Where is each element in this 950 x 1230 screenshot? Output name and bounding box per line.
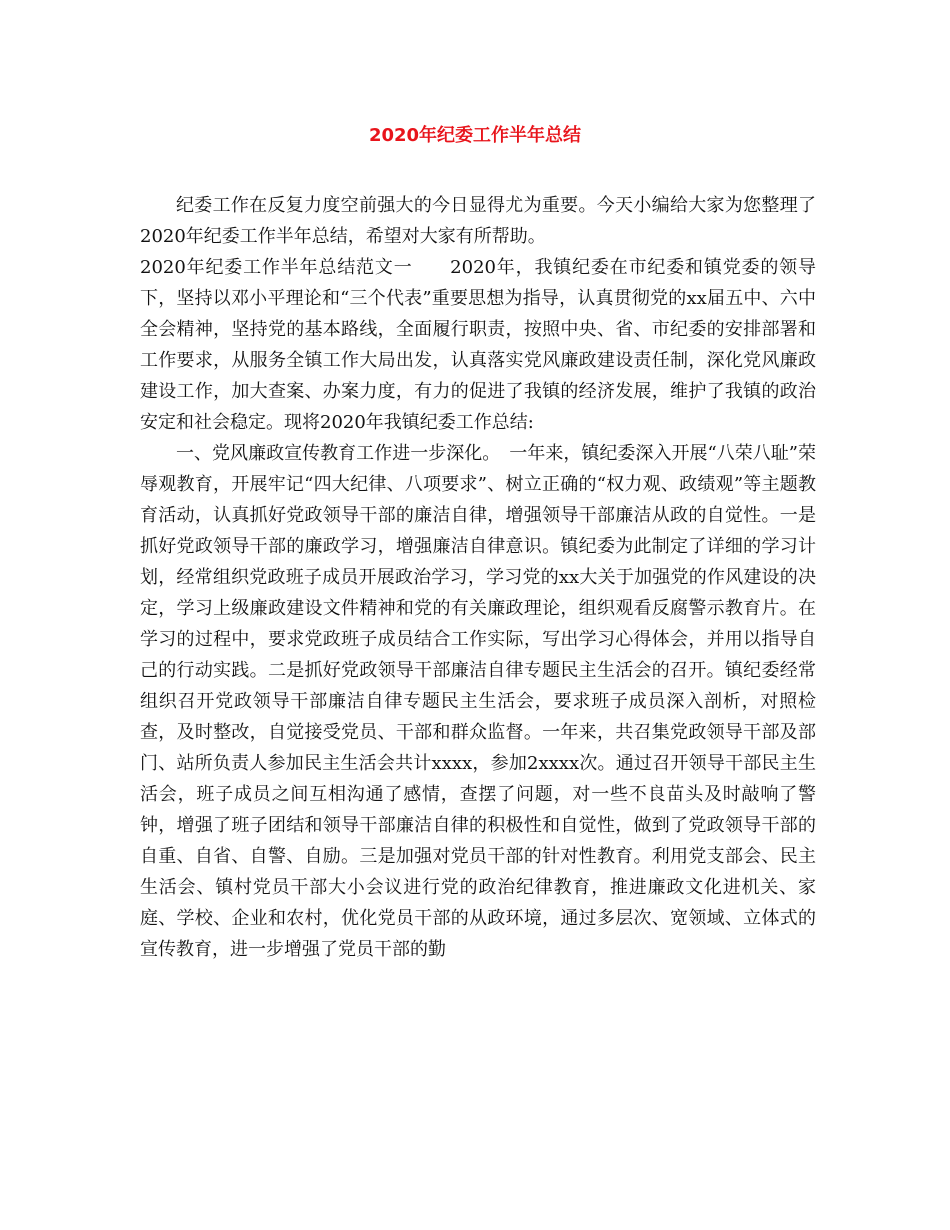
paragraph-sample-one: 2020年纪委工作半年总结范文一 2020年，我镇纪委在市纪委和镇党委的领导下，坚持以邓小平理论和“三个代表”重要思想为指导，认真贯彻党的xx届五中、六中全会精神，坚持党的基本路线，全面履行职责，按照中央、省、市纪委的安排部署和工作要求，从服务全镇工作大局出发，认真落实党风廉政建设责任制，深化党风廉政建设工作，加大查案、办案力度，有力的促进了我镇的经济发展，维护了我镇的政治安定和社会稳定。现将2020年我镇纪委工作总结: — [140, 257, 816, 433]
document-title: 2020年纪委工作半年总结 — [368, 125, 582, 146]
paragraph-intro: 纪委工作在反复力度空前强大的今日显得尤为重要。今天小编给大家为您整理了2020年纪委工作半年总结，希望对大家有所帮助。 — [140, 195, 816, 247]
paragraph-section-one: 一、党风廉政宣传教育工作进一步深化。 一年来，镇纪委深入开展“八荣八耻”荣辱观教育，开展牢记“四大纪律、八项要求”、树立正确的“权力观、政绩观”等主题教育活动，认真抓好党政领导干部的廉洁自律，增强领导干部廉洁从政的自觉性。一是抓好党政领导干部的廉政学习，增强廉洁自律意识。镇纪委为此制定了详细的学习计划，经常组织党政班子成员开展政治学习，学习党的xx大关于加强党的作风建设的决定，学习上级廉政建设文件精神和党的有关廉政理论，组织观看反腐警示教育片。在学习的过程中，要求党政班子成员结合工作实际，写出学习心得体会，并用以指导自己的行动实践。二是抓好党政领导干部廉洁自律专题民主生活会的召开。镇纪委经常组织召开党政领导干部廉洁自律专题民主生活会，要求班子成员深入剖析，对照检查，及时整改，自觉接受党员、干部和群众监督。一年来，共召集党政领导干部及部门、站所负责人参加民主生活会共计xxxx，参加2xxxx次。通过召开领导干部民主生活会，班子成员之间互相沟通了感情，查摆了问题，对一些不良苗头及时敲响了警钟，增强了班子团结和领导干部廉洁自律的积极性和自觉性，做到了党政领导干部的自重、自省、自警、自励。三是加强对党员干部的针对性教育。利用党支部会、民主生活会、镇村党员干部大小会议进行党的政治纪律教育，推进廉政文化进机关、家庭、学校、企业和农村，优化党员干部的从政环境，通过多层次、宽领域、立体式的宣传教育，进一步增强了党员干部的勤 — [140, 443, 816, 960]
document-body — [140, 190, 816, 965]
